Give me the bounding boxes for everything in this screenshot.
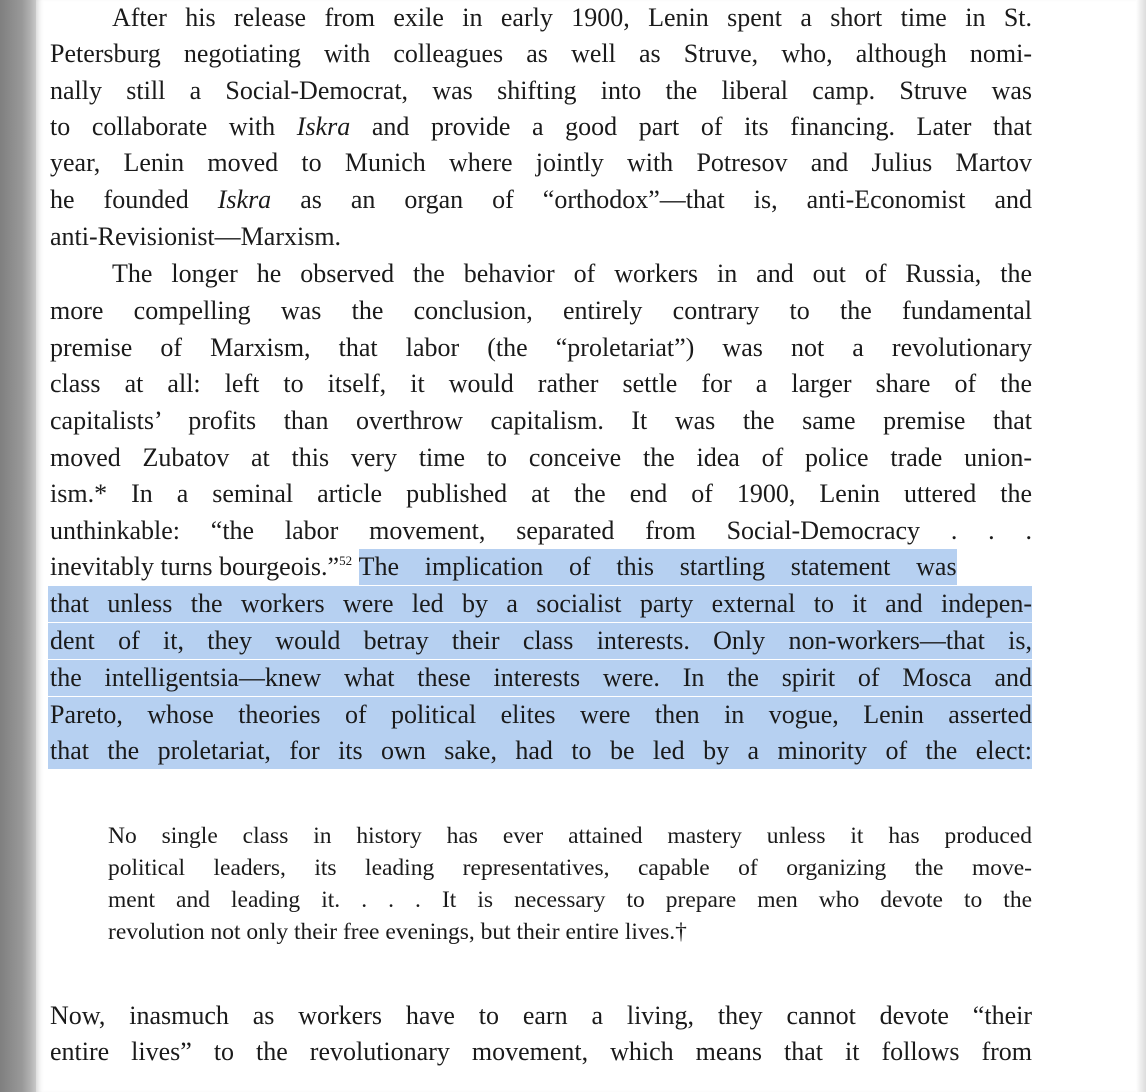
text-line bbox=[50, 549, 1032, 585]
text-line: entire lives” to the revolutionary movement, which means that it follows from bbox=[50, 1037, 1032, 1066]
quote-line: ment and leading it. . . . It is necessary to prepare men who devote to the bbox=[108, 887, 1032, 913]
text-line: Now, inasmuch as workers have to earn a living, they cannot devote “their bbox=[50, 1001, 1032, 1030]
text-line: year, Lenin moved to Munich where jointly with Potresov and Julius Martov bbox=[50, 148, 1032, 177]
text-segment: and provide a good part of its financing. Later that bbox=[350, 112, 1033, 141]
text-line: more compelling was the conclusion, entirely contrary to the fundamental bbox=[50, 296, 1032, 325]
text-line: After his release from exile in early 1900, Lenin spent a short time in St. bbox=[112, 3, 1032, 32]
italic-title: Iskra bbox=[296, 112, 351, 141]
highlighted-text-line[interactable]: that unless the workers were led by a socialist party external to it and indepen- bbox=[48, 586, 1032, 622]
highlighted-text[interactable]: The implication of this startling statement was bbox=[359, 549, 957, 585]
highlighted-text-line[interactable]: the intelligentsia—knew what these interests were. In the spirit of Mosca and bbox=[48, 660, 1032, 696]
text-segment: he founded bbox=[50, 185, 218, 214]
text-line: nally still a Social-Democrat, was shifting into the liberal camp. Struve was bbox=[50, 76, 1032, 105]
highlighted-text-line[interactable]: that the proletariat, for its own sake, had to be led by a minority of the elect: bbox=[48, 733, 1032, 769]
text-line: Petersburg negotiating with colleagues as well as Struve, who, although nomi- bbox=[50, 39, 1032, 68]
text-line: moved Zubatov at this very time to conceive the idea of police trade union- bbox=[50, 443, 1032, 472]
quote-line: No single class in history has ever attained mastery unless it has produced bbox=[108, 823, 1032, 849]
text-line: unthinkable: “the labor movement, separated from Social-Democracy . . . bbox=[50, 516, 1032, 545]
text-segment: inevitably turns bourgeois.” bbox=[50, 552, 340, 581]
text-line: The longer he observed the behavior of workers in and out of Russia, the bbox=[112, 259, 1032, 288]
text-segment: as an organ of “orthodox”—that is, anti-Economist and bbox=[271, 185, 1032, 214]
text-segment: to collaborate with bbox=[50, 112, 297, 141]
italic-title: Iskra bbox=[217, 185, 272, 214]
left-page-gutter bbox=[0, 0, 36, 1092]
text-line: anti-Revisionist—Marxism. bbox=[50, 222, 342, 251]
text-line bbox=[50, 182, 1032, 218]
footnote-ref[interactable]: 52 bbox=[339, 553, 353, 568]
highlighted-text-line[interactable]: dent of it, they would betray their class interests. Only non-workers—that is, bbox=[48, 623, 1032, 659]
text-line: ism.* In a seminal article published at the end of 1900, Lenin uttered the bbox=[50, 479, 1032, 508]
text-line: capitalists’ profits than overthrow capitalism. It was the same premise that bbox=[50, 406, 1032, 435]
quote-line: political leaders, its leading representatives, capable of organizing the move- bbox=[108, 855, 1032, 881]
highlighted-text-line[interactable]: Pareto, whose theories of political elites were then in vogue, Lenin asserted bbox=[48, 697, 1032, 733]
page-edge bbox=[1136, 0, 1146, 1092]
text-line bbox=[50, 109, 1032, 145]
text-line: premise of Marxism, that labor (the “proletariat”) was not a revolutionary bbox=[50, 333, 1032, 362]
text-line: class at all: left to itself, it would rather settle for a larger share of the bbox=[50, 369, 1032, 398]
quote-line: revolution not only their free evenings, but their entire lives.† bbox=[108, 919, 687, 945]
